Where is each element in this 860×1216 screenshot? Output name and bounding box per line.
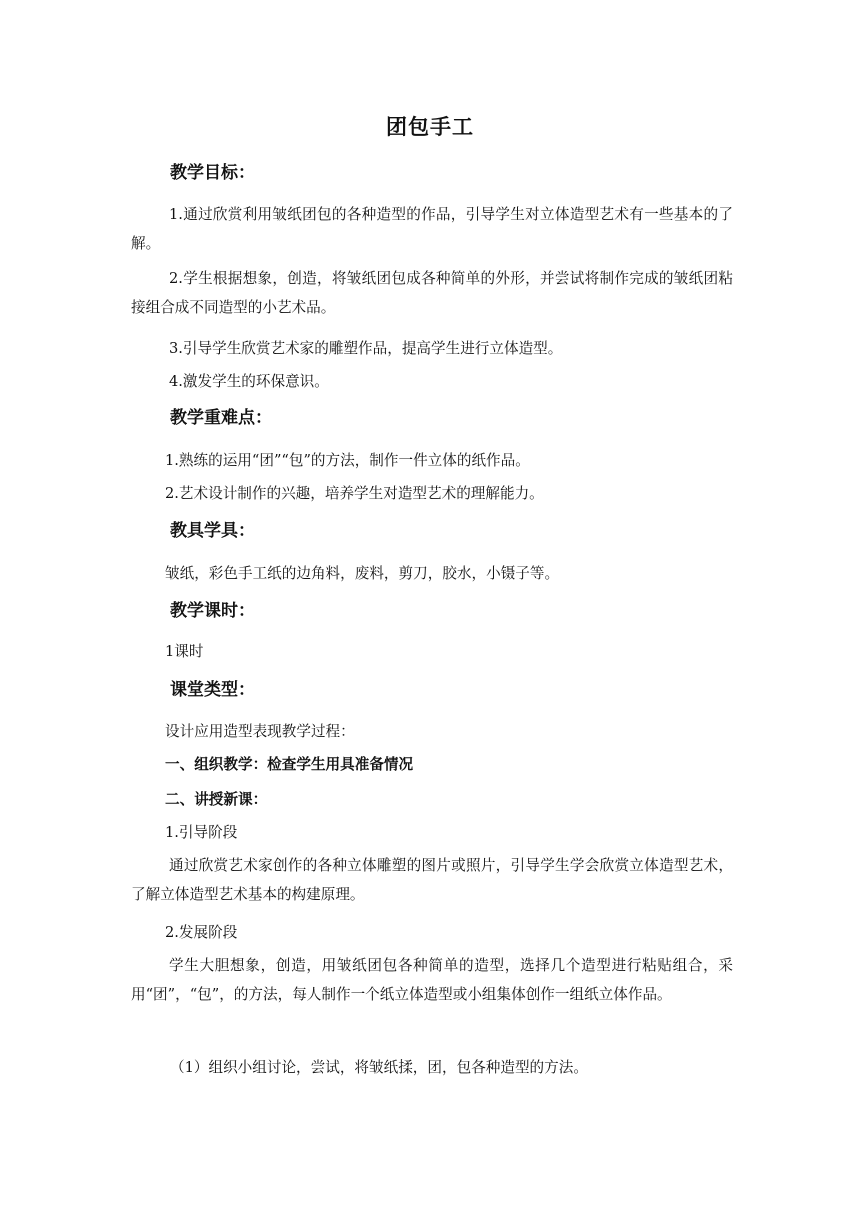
stage-1-title: 1.引导阶段 xyxy=(165,824,238,841)
process-step-2: 二、讲授新课： xyxy=(165,791,268,808)
hours-heading: 教学课时： xyxy=(170,601,255,621)
key-points-heading: 教学重难点： xyxy=(170,408,272,428)
stage-1-text: 通过欣赏艺术家创作的各种立体雕塑的图片或照片，引导学生学会欣赏立体造型艺术，了解立体造型艺术基本的构建原理。 xyxy=(131,857,733,903)
objective-item-3: 3.引导学生欣赏艺术家的雕塑作品，提高学生进行立体造型。 xyxy=(169,340,563,357)
objective-item-1: 1.通过欣赏利用皱纸团包的各种造型的作品，引导学生对立体造型艺术有一些基本的了解。 xyxy=(131,206,733,252)
key-point-item-1: 1.熟练的运用“团”“包”的方法，制作一件立体的纸作品。 xyxy=(165,452,530,469)
materials-heading: 教具学具： xyxy=(170,521,255,541)
process-step-1: 一、组织教学：检查学生用具准备情况 xyxy=(165,756,414,773)
objectives-heading: 教学目标： xyxy=(170,163,255,183)
key-point-item-2: 2.艺术设计制作的兴趣，培养学生对造型艺术的理解能力。 xyxy=(165,485,544,502)
lesson-type-heading: 课堂类型： xyxy=(170,680,255,700)
lesson-type-text: 设计应用造型表现教学过程： xyxy=(165,723,355,740)
objective-item-4: 4.激发学生的环保意识。 xyxy=(169,373,329,390)
document-title: 团包手工 xyxy=(386,115,474,139)
materials-text: 皱纸，彩色手工纸的边角料，废料，剪刀，胶水，小镊子等。 xyxy=(165,565,560,582)
stage-2-title: 2.发展阶段 xyxy=(165,924,238,941)
stage-2-sub-1: （1）组织小组讨论，尝试，将皱纸揉，团，包各种造型的方法。 xyxy=(170,1059,588,1076)
stage-2-text: 学生大胆想象，创造，用皱纸团包各种简单的造型，选择几个造型进行粘贴组合，采用“团”，“包”，的方法，每人制作一个纸立体造型或小组集体创作一组纸立体作品。 xyxy=(131,957,733,1003)
objective-item-2: 2.学生根据想象，创造，将皱纸团包成各种简单的外形，并尝试将制作完成的皱纸团粘接组合成不同造型的小艺术品。 xyxy=(131,270,733,316)
hours-text: 1课时 xyxy=(165,643,204,660)
